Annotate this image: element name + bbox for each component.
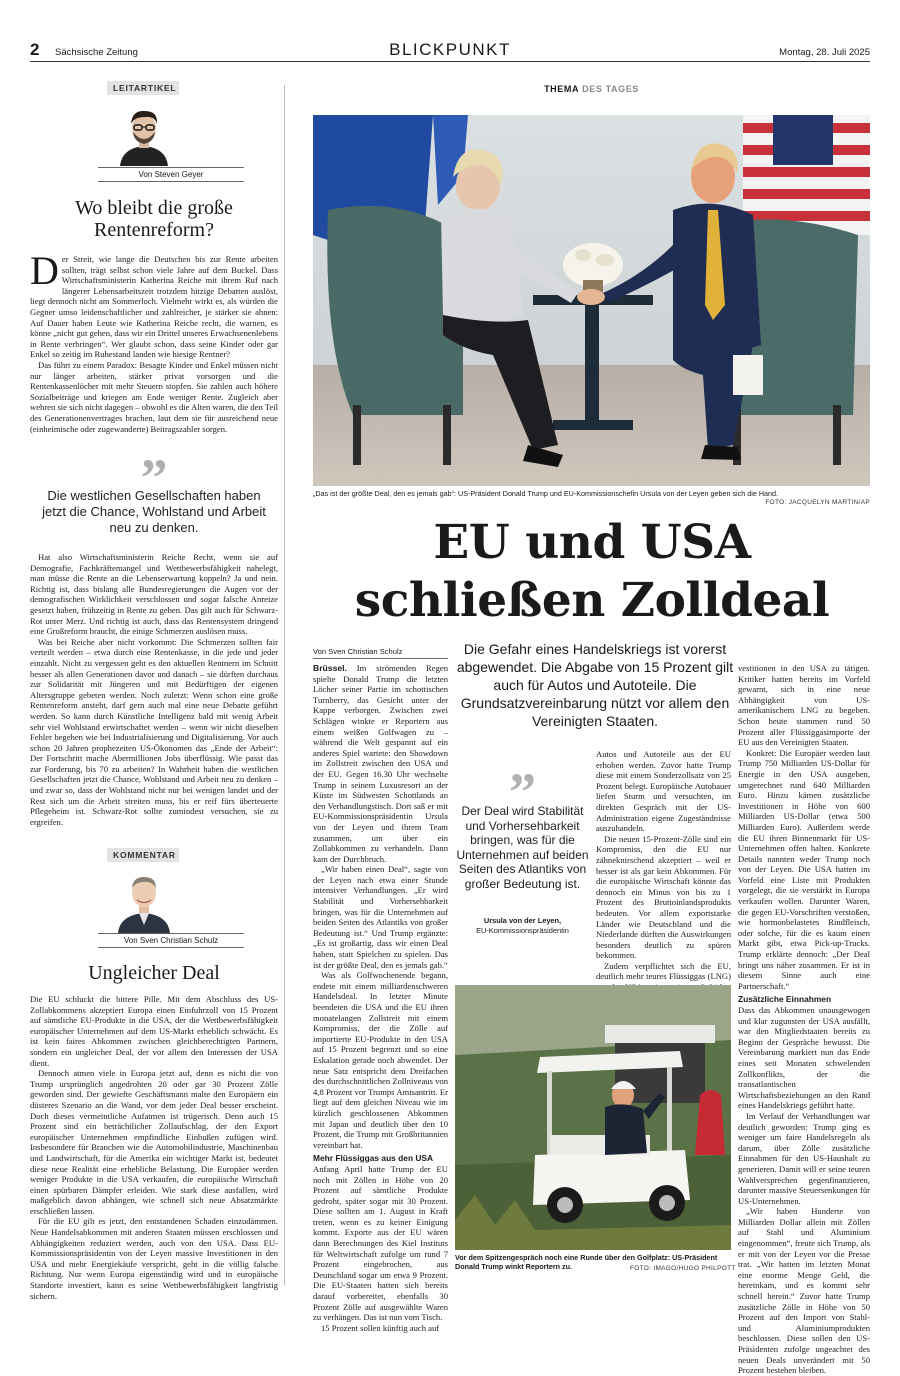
issue-date: Montag, 28. Juli 2025 [779, 47, 870, 58]
portrait-illustration [112, 104, 176, 166]
byline-rule-bottom [98, 181, 244, 182]
section-title: BLICKPUNKT [389, 40, 511, 59]
main-paragraph [313, 663, 448, 864]
leitartikel-byline: Von Steven Geyer [138, 170, 204, 179]
main-pull-quote: Der Deal wird Stabilität und Vorhersehbarkeit bringen, was für die Unternehmen auf beiden Seiten des Atlantiks von großer Bedeutung ist. [456, 804, 589, 891]
byline-rule-top [98, 167, 244, 168]
leitartikel-paragraph: er Streit, wie lange die Deutschen bis zur Rente arbeiten sollten, trägt selbst schon viele Jahre auf dem Buckel. Dass Wirtschaftsministerin Katherina Reiche mit ihrem Ruf nach längerer Lebensarbeitszeit trotzdem hitzige Debatten auslöst, liegt dennoch nicht am Sommerloch. Vielmehr wirkt es, als würden die Gegner umso leidenschaftlicher und zahlreicher, je stärker sie ahnen: Auf Dauer haben Leute wie Katherina Reiche recht, die warnen, es könne „nicht gut gehen, dass wir ein Drittel unseres Erwachsenenlebens in Rente verbringen“. Wer glaubt schon, dass seine Kinder oder gar Enkel so zeitig im Ruhestand landen wie hiesige Rentner? [30, 254, 278, 360]
main-byline-rule [313, 658, 448, 659]
main-paragraph: Was als Golfwochenende begann, endete mit einem milliardenschweren Handelsdeal. In letzter Minute beendeten die USA und die EU ihren monatelangen Zollstreit mit einem Kompromiss, der die Zölle auf importierte EU-Produkte in den USA auf 15 Prozent begrenzt und so eine Eskalation gerade noch abwendet. Der neue Satz entspricht dem Dreifachen des durchschnittlichen Zollniveaus von 4,8 Prozent vor Trumps Amtsantritt. Er liegt auf dem gleichen Niveau wie im kürzlich geschlossenen Abkommen mit Japan und deutlich über den 10 Prozent, die Trump mit Großbritannien vereinbart hat. [313, 970, 448, 1150]
main-paragraph: „Wir haben Hunderte von Milliarden Dollar allein mit Zöllen auf Stahl und Aluminium eingenommen“, freute sich Trump, als er mit von der Leyen vor die Presse trat. „Wir hatten im letzten Monat eine enorme Menge Geld, die hereinkam, und es kommt sehr schnell herein.“ Zuvor hatte Trump zusätzliche Zölle in Höhe von 50 Prozent auf den Import von Stahl- und Aluminiumprodukten beschlossen. Diese sollen den US-Präsidenten zufolge ungeachtet des neuen Deals unverändert mit 50 Prozent bestehen bleiben. [738, 1206, 870, 1376]
main-paragraph: vestitionen in den USA zu tätigen. Kritiker hatten bereits im Vorfeld gewarnt, sich in eine neue Abhängigkeit von US-amerikanischem LNG zu begeben. Schon heute stammen rund 50 Prozent aller Flüssiggasimporte der EU aus den Vereinigten Staaten. [738, 663, 870, 748]
leitartikel-kicker-label: LEITARTIKEL [107, 81, 179, 95]
newspaper-name: Sächsische Zeitung [55, 47, 138, 58]
golf-photo [455, 985, 731, 1250]
main-subhead: Mehr Flüssiggas aus den USA [313, 1153, 434, 1164]
author-portrait-geyer [112, 104, 176, 166]
kommentar-kicker [107, 848, 179, 862]
quote-role: EU-Kommissionspräsidentin [476, 925, 569, 935]
kommentar-kicker-label: KOMMENTAR [107, 848, 179, 862]
author-portrait-schulz [112, 869, 176, 933]
kommentar-paragraph: Dennoch atmen viele in Europa jetzt auf, denn es nicht die von Trump ursprünglich angedrohten 20 oder gar 30 Prozent Zölle geworden sind. Der gewiefte Geschäftsmann malte den Europäern ein düsteres Szenario an die Wand, vor dem jeder Deal besser erscheint. Doch dieses vermeintliche Aufatmen ist trügerisch. Denn auch 15 Prozent sind ein beträchtlicher Zollaufschlag, der den Export europäischer Unternehmen empfindliche Einbußen zufügen wird. Insbesondere für Branchen wie die Automobilindustrie, Maschinenbau und Landwirtschaft, für die Amerika ein wichtiger Markt ist, bedeutet diese neue Realität eine erhebliche Belastung. Die Europäer werden weniger Produkte in die USA verkaufen, die europäische Wirtschaft einen spürbaren Dämpfer erleiden. Wie stark diese ausfallen, wird maßgeblich davon abhängen, wie schnell sich neue Absatzmärkte erschließen lassen. [30, 1068, 278, 1216]
main-paragraph: Autos und Autoteile aus der EU erhoben werden. Zuvor hatte Trump diese mit einem Sonderzollsatz von 25 Prozent belegt. Europäische Autobauer liefen Sturm und versuchten, im direkten Gespräch mit der US-Administration eigene Zugeständnisse auszuhandeln. [596, 749, 731, 834]
quotation-mark-icon: ” [509, 762, 536, 822]
leitartikel-headline-line1: Wo bleibt die große [75, 197, 233, 219]
leitartikel-body-top [30, 248, 278, 434]
leitartikel-paragraph: Was bei Reiche aber nicht vorkommt: Die Schmerzen sollten fair verteilt werden – etwa durch eine Rentenkasse, in die jede und jeder einzahlt. Nicht zu vergessen geht es den aktuellen Rentnern im Schnitt besser als allen Generationen davor und danach – sie dürften durchaus zur Solidarität mit Jüngeren und mit Bedürftigen der eigenen Altersgruppe gebeten werden. Noch zuletzt: Wenn schon eine große Rentenreform ansteht, darf gern auch mal eine neue Debatte geführt werden. So kann durch Künstliche Intelligenz bald mit wenig Arbeit sehr viel Wohlstand erwirtschaftet werden – wenn wir nicht dieselben Fehler begehen wie bei Industrialisierung und Digitalisierung. Vor auch schon 20 Jahren prophezeiten US-Ökonomen das „Ende der Arbeit“: Der Fortschritt mache Abermillionen Jobs überflüssig. Wie passt das zur Forderung, bis 70 zu arbeiten? In Wahrheit haben die westlichen Gesellschaften jetzt die Chance, Wohlstand und Arbeit neu zu denken – und zwar so, dass der Wohlstand nicht nur bei wenigen landet und der Rest sich um die Arbeit streiten muss, bis er reif fürs überteuerte Pflegeheim ist. Schwarz-Rot sollte zumindest versuchen, sie zu ergreifen. [30, 636, 278, 827]
dropcap-letter: D [30, 248, 59, 293]
main-headline [300, 514, 884, 630]
leitartikel-paragraph: Hat also Wirtschaftsministerin Reiche Recht, wenn sie auf Demografie, Fachkräftemangel und Wettbewerbsfähigkeit nahelegt, man müsse die Rente an die Lebenserwartung koppeln? Ja und nein. Richtig ist, dass bislang alle Bundesregierungen die Augen vor der demografischen Wirklichkeit verschlossen und sogar falsche Anreize gesetzt haben, frühzeitig in Rente zu gehen. Das gilt auch für Schwarz-Rot unter Merz. Und richtig ist auch, dass das Rentensystem dringend eine Großreform braucht, die einige Schmerzen auslösen muss. [30, 552, 278, 637]
page-number: 2 [30, 40, 40, 59]
thema-des-tages [313, 84, 870, 94]
quote-author: Ursula von der Leyen, [483, 916, 562, 925]
kommentar-body [30, 994, 278, 1301]
leitartikel-headline [30, 197, 278, 241]
main-photo [313, 115, 870, 486]
golf-photo-credit: FOTO: IMAGO/HUGO PHILPOTT [630, 1265, 736, 1272]
main-col1 [313, 663, 448, 1333]
main-photo-caption: „Das ist der größte Deal, den es jemals gab“: US-Präsident Donald Trump und EU-Kommissionschefin Ursula von der Leyen geben sich die Hand. [313, 489, 779, 498]
main-paragraph: Konkret: Die Europäer werden laut Trump 750 Milliarden US-Dollar für Energie in den USA ausgeben, umgerechnet rund 640 Milliarden Euro. Hinzu kämen zusätzliche Investitionen in Höhe von 600 Milliarden US-Dollar (etwa 500 Milliarden Euro). Außerdem werde die EU ihren Binnenmarkt für US-Unternehmen offen halten. Konkrete Details nannten weder Trump noch von der Leyen. Die USA hatten im Vorfeld eine Liste mit Produkten vorgelegt, die sie verstärkt in Europa verkaufen wollen. Darunter Waren, die gegen EU-Vorschriften verstoßen, wie hormonbelastetes Rindfleisch, oder solche, für die es kaum einen Markt gibt, etwa Pick-up-Trucks. Trump erklärte dennoch: „Der Deal bringt uns näher zusammen. Er ist in diesem Sinne auch eine Partnerschaft.“ [738, 747, 870, 991]
thema-label: THEMA [544, 84, 580, 94]
kommentar-headline: Ungleicher Deal [88, 962, 220, 984]
main-lead: Die Gefahr eines Handelskriegs ist vorerst abgewendet. Die Abgabe von 15 Prozent gilt auch für Autos und Autoteile. Die Grundsatzvereinbarung nützt vor allem den Vereinigten Staaten. [456, 641, 734, 729]
leitartikel-paragraph: Das führt zu einem Paradox: Besagte Kinder und Enkel müssen nicht nur länger arbeiten, stärker privat vorsorgen und die Rentenkassenlöcher mit mehr Steuern stopfen. Sie zahlen auch höhere Sozialbeiträge und kriegen am Ende weniger Rente. Zugleich aber wehren sie sich nicht dagegen – obwohl es die Alten waren, die den Teil des Generationenvertrages brachen, laut dem sie für ausreichend neue (einheimische oder zugewanderte) Beitragszahler sorgen. [30, 359, 278, 434]
golf-photo-caption: Vor dem Spitzengespräch noch eine Runde über den Golfplatz: US-Präsident Donald Trump winkt Reportern zu. [455, 1253, 718, 1271]
kommentar-byline: Von Sven Christian Schulz [123, 936, 219, 945]
main-byline: Von Sven Christian Schulz [313, 647, 403, 656]
kommentar-paragraph: Die EU schluckt die bittere Pille. Mit dem Abschluss des US-Zollabkommens akzeptiert Europa einen Einfuhrzoll von 15 Prozent auf sämtliche EU-Produkte in die USA, der die Wettbewerbsfähigkeit europäischer Unternehmen auf dem US-Markt erheblich schwächt. Es ist kein faires Abkommen zwischen gleichberechtigten Partnern, sondern ein ungleicher Deal, der vor allem den Interessen der USA dient. [30, 994, 278, 1068]
main-paragraph: Dass das Abkommen unausgewogen und klar zugunsten der USA ausfällt, war den Mitgliedstaaten bereits zu Beginn der Gespräche bewusst. Die Vereinbarung markiert nun das Ende eines seit Monaten schwelenden Zollkonflikts, der die transatlantischen Wirtschaftsbeziehungen an den Rand eines Handelskriegs geführt hatte. [738, 1005, 870, 1111]
handshake-photo-illustration [313, 115, 870, 486]
portrait-illustration [112, 869, 176, 933]
quotation-mark-icon: ” [140, 448, 168, 508]
kommentar-paragraph: Für die EU gilt es jetzt, den entstandenen Schaden einzudämmen. Neue Handelsabkommen mit anderen Staaten müssen erschlossen und Abhängigkeiten reduziert werden, auch von den USA. Dass EU-Kommissionspräsidentin von der Leyen massive Investitionen in den USA und mehr Energiekäufe verspricht, geht in die völlig falsche Richtung. Nur wenn Europa eigenständig wird und in europäische Standorte investiert, kann es seine Wettbewerbsfähigkeit langfristig sichern. [30, 1216, 278, 1301]
main-col3 [738, 663, 870, 1376]
leitartikel-headline-line2: Rentenreform? [94, 219, 214, 241]
leitartikel-body-bottom [30, 552, 278, 827]
column-divider [284, 85, 285, 1285]
byline-rule-top [98, 933, 244, 934]
main-headline-line2: schließen Zolldeal [354, 573, 830, 628]
byline-rule-bottom [98, 947, 244, 948]
thema-label-light: DES TAGES [582, 84, 639, 94]
leitartikel-kicker [107, 81, 179, 95]
main-col2 [596, 749, 731, 1003]
dateline: Brüssel. [313, 663, 347, 673]
main-paragraph: Anfang April hatte Trump der EU noch mit Zöllen in Höhe von 20 Prozent auf sämtliche Produkte gedroht, später sogar mit 30 Prozent. Diese sollten am 1. August in Kraft treten, wenn es zu keiner Einigung kommt. Exporte aus der EU wären dann Berechnungen des Kiel Instituts für Weltwirtschaft zufolge um rund 7 Prozent eingebrochen, aus Deutschland sogar um etwa 9 Prozent. Die EU-Staaten hatten sich bereits darauf vorbereitet, ebenfalls 30 Prozent Zölle auf ausgewählte Waren zu verhängen. Das ist nun vom Tisch. [313, 1163, 448, 1323]
leitartikel-pull-quote: Die westlichen Gesellschaften haben jetzt die Chance, Wohlstand und Arbeit neu zu denken. [42, 488, 266, 535]
golf-cart-photo-illustration [455, 985, 731, 1250]
main-paragraph-text: Im strömenden Regen spielte Donald Trump die letzten Löcher seiner Partie im schottischen Turnberry, das Gesicht unter der Kappe verborgen. Zwischen zwei Schlägen winkte er Reportern aus einem weißen Golfwagen zu – während die Welt gespannt auf ein anderes Spiel wartete: den Showdown im Zollstreit zwischen den USA und der EU. Gegen 16.30 Uhr wechselte Trump in seinem Luxusresort an der Küste im Südwesten Schottlands an den Verhandlungstisch. Dort saß er mit EU-Kommissionspräsidentin Ursula von der Leyen und ihrem Team zusammen, um über ein Zollabkommen zu verhandeln. Dann kam der Durchbruch. [313, 663, 448, 864]
main-paragraph: Zudem verpflichtet sich die EU, deutlich mehr teures Flüssiggas (LNG) [596, 960, 731, 982]
main-headline-line1: EU und USA [433, 515, 751, 570]
main-paragraph: Die neuen 15-Prozent-Zölle sind ein Kompromiss, den die EU nur zähneknirschend akzeptiert – weil er besser ist als gar kein Abkommen. Für die europäische Wirtschaft könnte das dennoch ein Minus von bis zu 1 Prozent des Bruttoinlandsprodukts bedeuten. Vor allem exportstarke Länder wie Deutschland und die Niederlande dürften die Auswirkungen besonders deutlich zu spüren bekommen. [596, 833, 731, 961]
main-subhead: Zusätzliche Einnahmen [738, 994, 832, 1005]
main-paragraph: Im Verlauf der Verhandlungen war deutlich geworden: Trump ging es weniger um faire Handelsregeln als darum, über Zölle zusätzliche Einnahmen für den US-Haushalt zu generieren. Damit will er seine teuren Wahlversprechen gegenfinanzieren, darunter massive Steuersenkungen für US-Unternehmen. [738, 1110, 870, 1206]
main-paragraph: 15 Prozent sollen künftig auch auf [321, 1322, 440, 1333]
main-paragraph: „Wir haben einen Deal“, sagte von der Leyen nach etwa einer Stunde intensiver Verhandlungen. „Er wird Stabilität und Vorhersehbarkeit bringen, was für die Unternehmen auf beiden Seiten des Atlantiks von großer Bedeutung ist.“ Und Trump ergänzte: „Es ist großartig, dass wir einen Deal haben, statt Spielchen zu spielen. Das ist der größte Deal, den es jemals gab.“ [313, 864, 448, 970]
header-rule [30, 61, 870, 62]
quote-attribution [455, 916, 590, 935]
main-photo-credit: FOTO: JACQUELYN MARTIN/AP [765, 499, 870, 506]
